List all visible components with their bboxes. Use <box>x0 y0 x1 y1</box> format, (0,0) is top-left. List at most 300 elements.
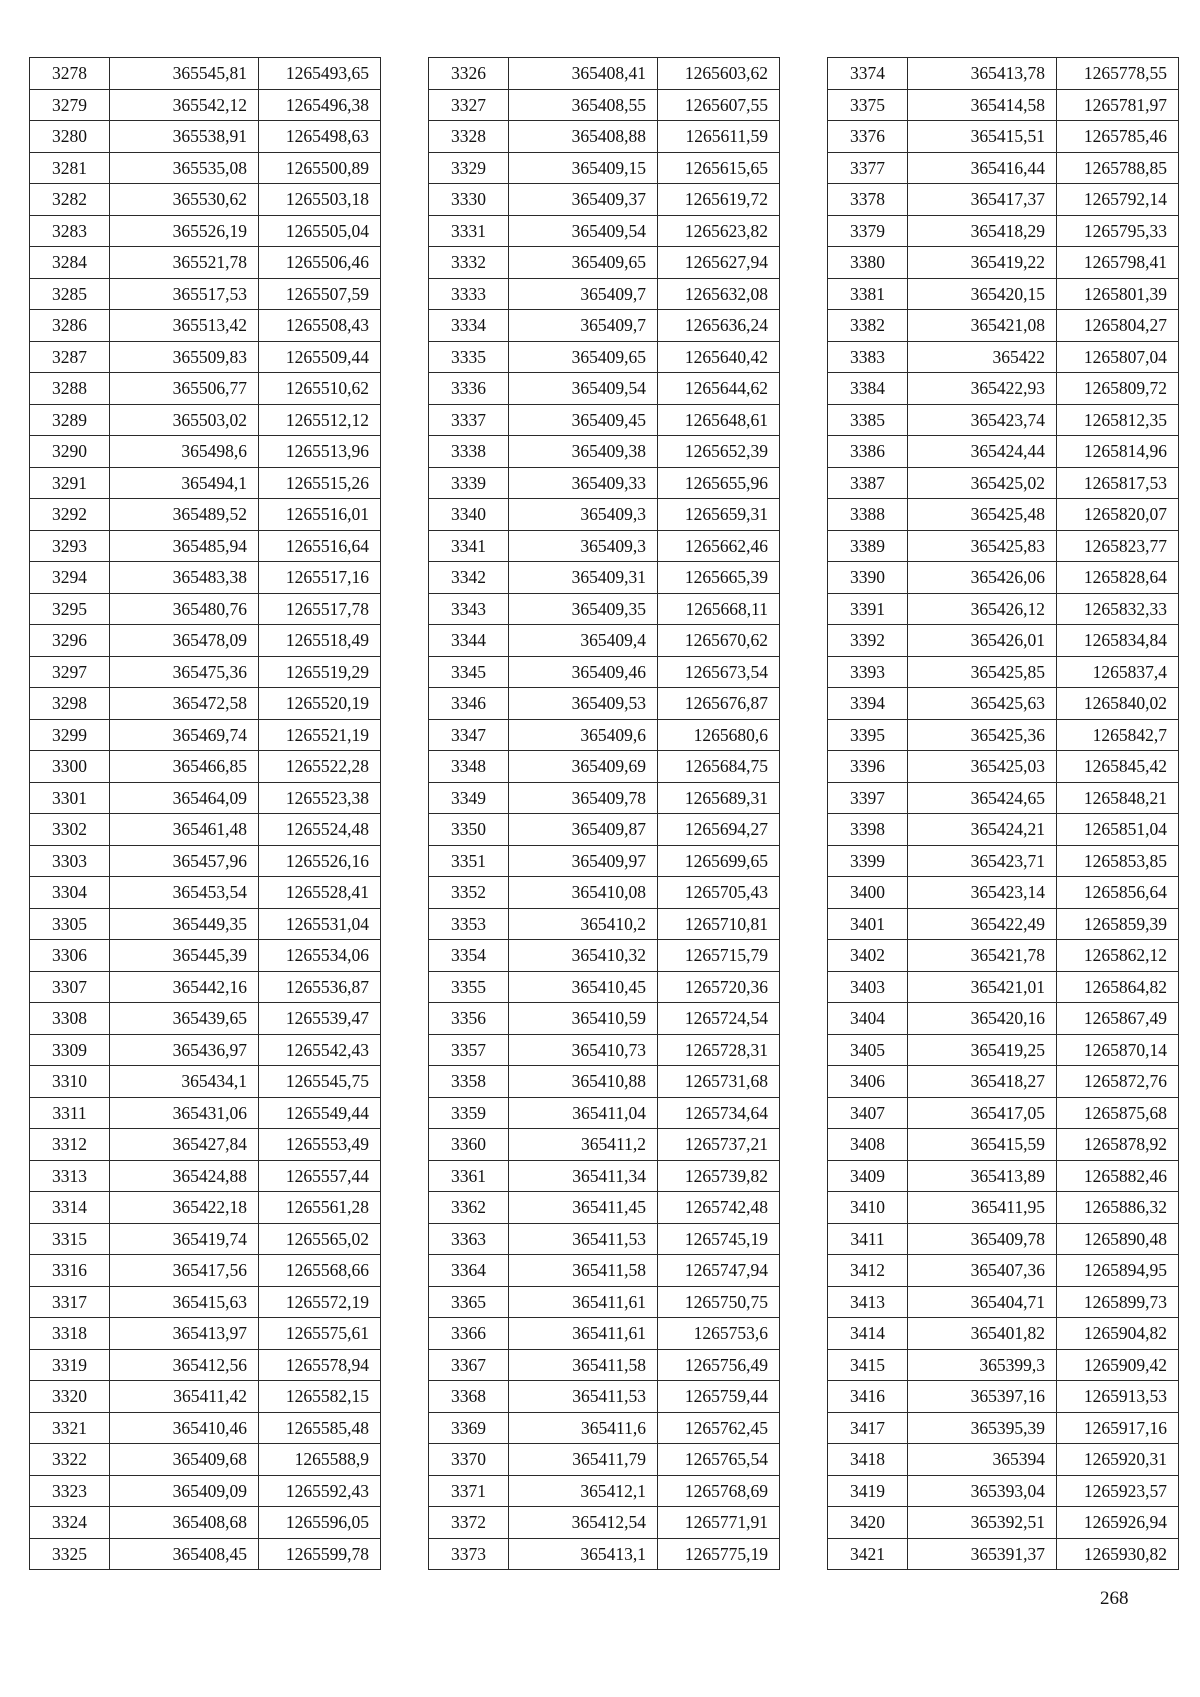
y-coordinate-cell: 1265500,89 <box>259 152 381 184</box>
table-row <box>30 247 381 279</box>
y-coordinate-cell: 1265505,04 <box>259 215 381 247</box>
table-row <box>30 373 381 405</box>
x-coordinate-cell: 365410,2 <box>509 908 658 940</box>
table-row <box>429 152 780 184</box>
y-coordinate-cell: 1265632,08 <box>658 278 780 310</box>
table-row <box>828 1097 1179 1129</box>
table-row <box>30 215 381 247</box>
point-number-cell: 3373 <box>429 1538 509 1570</box>
point-number-cell: 3323 <box>30 1475 110 1507</box>
y-coordinate-cell: 1265804,27 <box>1057 310 1179 342</box>
y-coordinate-cell: 1265842,7 <box>1057 719 1179 751</box>
y-coordinate-cell: 1265882,46 <box>1057 1160 1179 1192</box>
y-coordinate-cell: 1265731,68 <box>658 1066 780 1098</box>
point-number-cell: 3412 <box>828 1255 908 1287</box>
point-number-cell: 3390 <box>828 562 908 594</box>
point-number-cell: 3322 <box>30 1444 110 1476</box>
point-number-cell: 3359 <box>429 1097 509 1129</box>
y-coordinate-cell: 1265851,04 <box>1057 814 1179 846</box>
x-coordinate-cell: 365409,69 <box>509 751 658 783</box>
table-row <box>30 656 381 688</box>
x-coordinate-cell: 365421,78 <box>908 940 1057 972</box>
table-row <box>30 436 381 468</box>
table-row <box>429 971 780 1003</box>
y-coordinate-cell: 1265720,36 <box>658 971 780 1003</box>
point-number-cell: 3396 <box>828 751 908 783</box>
x-coordinate-cell: 365409,54 <box>509 215 658 247</box>
x-coordinate-cell: 365426,12 <box>908 593 1057 625</box>
table-row <box>30 562 381 594</box>
table-row <box>429 845 780 877</box>
table-row <box>429 1381 780 1413</box>
table-row <box>30 688 381 720</box>
table-row <box>30 1160 381 1192</box>
table-row <box>429 530 780 562</box>
table-row <box>429 562 780 594</box>
point-number-cell: 3402 <box>828 940 908 972</box>
point-number-cell: 3324 <box>30 1507 110 1539</box>
table-row <box>828 247 1179 279</box>
x-coordinate-cell: 365469,74 <box>110 719 259 751</box>
y-coordinate-cell: 1265572,19 <box>259 1286 381 1318</box>
table-row <box>429 1160 780 1192</box>
y-coordinate-cell: 1265699,65 <box>658 845 780 877</box>
y-coordinate-cell: 1265517,16 <box>259 562 381 594</box>
y-coordinate-cell: 1265909,42 <box>1057 1349 1179 1381</box>
table-row <box>429 1318 780 1350</box>
point-number-cell: 3299 <box>30 719 110 751</box>
x-coordinate-cell: 365425,36 <box>908 719 1057 751</box>
point-number-cell: 3288 <box>30 373 110 405</box>
x-coordinate-cell: 365412,56 <box>110 1349 259 1381</box>
point-number-cell: 3377 <box>828 152 908 184</box>
table-row <box>30 1444 381 1476</box>
coordinate-table-1-body <box>30 58 381 1570</box>
x-coordinate-cell: 365424,65 <box>908 782 1057 814</box>
x-coordinate-cell: 365425,85 <box>908 656 1057 688</box>
y-coordinate-cell: 1265742,48 <box>658 1192 780 1224</box>
table-row <box>828 152 1179 184</box>
x-coordinate-cell: 365410,59 <box>509 1003 658 1035</box>
x-coordinate-cell: 365409,33 <box>509 467 658 499</box>
x-coordinate-cell: 365411,04 <box>509 1097 658 1129</box>
table-row <box>30 184 381 216</box>
point-number-cell: 3281 <box>30 152 110 184</box>
table-row <box>429 940 780 972</box>
point-number-cell: 3358 <box>429 1066 509 1098</box>
point-number-cell: 3294 <box>30 562 110 594</box>
table-row <box>429 625 780 657</box>
point-number-cell: 3380 <box>828 247 908 279</box>
y-coordinate-cell: 1265509,44 <box>259 341 381 373</box>
y-coordinate-cell: 1265765,54 <box>658 1444 780 1476</box>
point-number-cell: 3293 <box>30 530 110 562</box>
point-number-cell: 3411 <box>828 1223 908 1255</box>
x-coordinate-cell: 365424,21 <box>908 814 1057 846</box>
table-row <box>828 1507 1179 1539</box>
y-coordinate-cell: 1265536,87 <box>259 971 381 1003</box>
point-number-cell: 3406 <box>828 1066 908 1098</box>
y-coordinate-cell: 1265759,44 <box>658 1381 780 1413</box>
table-row <box>30 404 381 436</box>
point-number-cell: 3295 <box>30 593 110 625</box>
x-coordinate-cell: 365411,61 <box>509 1318 658 1350</box>
point-number-cell: 3420 <box>828 1507 908 1539</box>
x-coordinate-cell: 365498,6 <box>110 436 259 468</box>
point-number-cell: 3303 <box>30 845 110 877</box>
x-coordinate-cell: 365530,62 <box>110 184 259 216</box>
y-coordinate-cell: 1265670,62 <box>658 625 780 657</box>
x-coordinate-cell: 365417,05 <box>908 1097 1057 1129</box>
x-coordinate-cell: 365417,56 <box>110 1255 259 1287</box>
point-number-cell: 3383 <box>828 341 908 373</box>
point-number-cell: 3317 <box>30 1286 110 1318</box>
x-coordinate-cell: 365410,73 <box>509 1034 658 1066</box>
x-coordinate-cell: 365526,19 <box>110 215 259 247</box>
table-row <box>30 89 381 121</box>
x-coordinate-cell: 365392,51 <box>908 1507 1057 1539</box>
x-coordinate-cell: 365412,54 <box>509 1507 658 1539</box>
x-coordinate-cell: 365395,39 <box>908 1412 1057 1444</box>
point-number-cell: 3310 <box>30 1066 110 1098</box>
point-number-cell: 3398 <box>828 814 908 846</box>
point-number-cell: 3278 <box>30 58 110 90</box>
table-row <box>429 1349 780 1381</box>
table-row <box>828 1538 1179 1570</box>
y-coordinate-cell: 1265828,64 <box>1057 562 1179 594</box>
point-number-cell: 3379 <box>828 215 908 247</box>
x-coordinate-cell: 365422,93 <box>908 373 1057 405</box>
point-number-cell: 3419 <box>828 1475 908 1507</box>
table-row <box>30 310 381 342</box>
point-number-cell: 3353 <box>429 908 509 940</box>
point-number-cell: 3341 <box>429 530 509 562</box>
y-coordinate-cell: 1265890,48 <box>1057 1223 1179 1255</box>
point-number-cell: 3287 <box>30 341 110 373</box>
y-coordinate-cell: 1265878,92 <box>1057 1129 1179 1161</box>
point-number-cell: 3389 <box>828 530 908 562</box>
point-number-cell: 3348 <box>429 751 509 783</box>
x-coordinate-cell: 365419,25 <box>908 1034 1057 1066</box>
y-coordinate-cell: 1265510,62 <box>259 373 381 405</box>
table-row <box>30 845 381 877</box>
table-row <box>30 121 381 153</box>
y-coordinate-cell: 1265515,26 <box>259 467 381 499</box>
point-number-cell: 3344 <box>429 625 509 657</box>
point-number-cell: 3325 <box>30 1538 110 1570</box>
page-number: 268 <box>1100 1588 1129 1609</box>
point-number-cell: 3416 <box>828 1381 908 1413</box>
table-row <box>429 751 780 783</box>
point-number-cell: 3370 <box>429 1444 509 1476</box>
table-row <box>429 373 780 405</box>
table-row <box>30 751 381 783</box>
y-coordinate-cell: 1265493,65 <box>259 58 381 90</box>
point-number-cell: 3330 <box>429 184 509 216</box>
x-coordinate-cell: 365409,7 <box>509 310 658 342</box>
x-coordinate-cell: 365420,16 <box>908 1003 1057 1035</box>
x-coordinate-cell: 365425,03 <box>908 751 1057 783</box>
table-row <box>30 1003 381 1035</box>
x-coordinate-cell: 365426,01 <box>908 625 1057 657</box>
table-row <box>429 1286 780 1318</box>
point-number-cell: 3384 <box>828 373 908 405</box>
table-row <box>30 1412 381 1444</box>
table-row <box>828 562 1179 594</box>
y-coordinate-cell: 1265506,46 <box>259 247 381 279</box>
x-coordinate-cell: 365413,1 <box>509 1538 658 1570</box>
coordinate-table-3 <box>827 57 1179 1570</box>
x-coordinate-cell: 365404,71 <box>908 1286 1057 1318</box>
table-row <box>429 184 780 216</box>
y-coordinate-cell: 1265522,28 <box>259 751 381 783</box>
x-coordinate-cell: 365517,53 <box>110 278 259 310</box>
x-coordinate-cell: 365419,74 <box>110 1223 259 1255</box>
x-coordinate-cell: 365411,45 <box>509 1192 658 1224</box>
table-row <box>30 1318 381 1350</box>
y-coordinate-cell: 1265561,28 <box>259 1192 381 1224</box>
y-coordinate-cell: 1265684,75 <box>658 751 780 783</box>
y-coordinate-cell: 1265665,39 <box>658 562 780 594</box>
table-row <box>30 1066 381 1098</box>
table-row <box>828 436 1179 468</box>
y-coordinate-cell: 1265768,69 <box>658 1475 780 1507</box>
y-coordinate-cell: 1265636,24 <box>658 310 780 342</box>
x-coordinate-cell: 365439,65 <box>110 1003 259 1035</box>
y-coordinate-cell: 1265886,32 <box>1057 1192 1179 1224</box>
table-row <box>429 1475 780 1507</box>
point-number-cell: 3350 <box>429 814 509 846</box>
y-coordinate-cell: 1265837,4 <box>1057 656 1179 688</box>
y-coordinate-cell: 1265596,05 <box>259 1507 381 1539</box>
x-coordinate-cell: 365413,89 <box>908 1160 1057 1192</box>
table-row <box>30 1349 381 1381</box>
table-row <box>429 436 780 468</box>
point-number-cell: 3286 <box>30 310 110 342</box>
point-number-cell: 3307 <box>30 971 110 1003</box>
table-row <box>30 1129 381 1161</box>
table-row <box>30 1475 381 1507</box>
x-coordinate-cell: 365409,53 <box>509 688 658 720</box>
y-coordinate-cell: 1265872,76 <box>1057 1066 1179 1098</box>
x-coordinate-cell: 365489,52 <box>110 499 259 531</box>
x-coordinate-cell: 365408,41 <box>509 58 658 90</box>
point-number-cell: 3321 <box>30 1412 110 1444</box>
table-row <box>30 593 381 625</box>
point-number-cell: 3388 <box>828 499 908 531</box>
y-coordinate-cell: 1265623,82 <box>658 215 780 247</box>
point-number-cell: 3405 <box>828 1034 908 1066</box>
x-coordinate-cell: 365411,6 <box>509 1412 658 1444</box>
x-coordinate-cell: 365408,88 <box>509 121 658 153</box>
point-number-cell: 3371 <box>429 1475 509 1507</box>
x-coordinate-cell: 365410,45 <box>509 971 658 1003</box>
table-row <box>828 814 1179 846</box>
y-coordinate-cell: 1265508,43 <box>259 310 381 342</box>
y-coordinate-cell: 1265724,54 <box>658 1003 780 1035</box>
x-coordinate-cell: 365485,94 <box>110 530 259 562</box>
point-number-cell: 3378 <box>828 184 908 216</box>
y-coordinate-cell: 1265578,94 <box>259 1349 381 1381</box>
coordinate-table-3-body <box>828 58 1179 1570</box>
point-number-cell: 3332 <box>429 247 509 279</box>
point-number-cell: 3285 <box>30 278 110 310</box>
y-coordinate-cell: 1265795,33 <box>1057 215 1179 247</box>
point-number-cell: 3342 <box>429 562 509 594</box>
point-number-cell: 3302 <box>30 814 110 846</box>
x-coordinate-cell: 365442,16 <box>110 971 259 1003</box>
table-row <box>429 121 780 153</box>
table-row <box>828 1066 1179 1098</box>
point-number-cell: 3401 <box>828 908 908 940</box>
x-coordinate-cell: 365424,44 <box>908 436 1057 468</box>
coordinate-table-2 <box>428 57 780 1570</box>
point-number-cell: 3418 <box>828 1444 908 1476</box>
point-number-cell: 3313 <box>30 1160 110 1192</box>
table-row <box>429 1097 780 1129</box>
table-row <box>429 1507 780 1539</box>
table-row <box>30 278 381 310</box>
y-coordinate-cell: 1265809,72 <box>1057 373 1179 405</box>
x-coordinate-cell: 365419,22 <box>908 247 1057 279</box>
x-coordinate-cell: 365513,42 <box>110 310 259 342</box>
x-coordinate-cell: 365409,3 <box>509 530 658 562</box>
x-coordinate-cell: 365478,09 <box>110 625 259 657</box>
table-row <box>429 1538 780 1570</box>
point-number-cell: 3374 <box>828 58 908 90</box>
table-row <box>828 971 1179 1003</box>
point-number-cell: 3356 <box>429 1003 509 1035</box>
point-number-cell: 3289 <box>30 404 110 436</box>
table-row <box>30 152 381 184</box>
x-coordinate-cell: 365409,68 <box>110 1444 259 1476</box>
table-row <box>828 530 1179 562</box>
point-number-cell: 3386 <box>828 436 908 468</box>
table-row <box>429 593 780 625</box>
y-coordinate-cell: 1265788,85 <box>1057 152 1179 184</box>
x-coordinate-cell: 365542,12 <box>110 89 259 121</box>
x-coordinate-cell: 365445,39 <box>110 940 259 972</box>
y-coordinate-cell: 1265734,64 <box>658 1097 780 1129</box>
table-row <box>30 625 381 657</box>
y-coordinate-cell: 1265603,62 <box>658 58 780 90</box>
x-coordinate-cell: 365434,1 <box>110 1066 259 1098</box>
y-coordinate-cell: 1265545,75 <box>259 1066 381 1098</box>
point-number-cell: 3347 <box>429 719 509 751</box>
y-coordinate-cell: 1265750,75 <box>658 1286 780 1318</box>
table-row <box>429 89 780 121</box>
y-coordinate-cell: 1265539,47 <box>259 1003 381 1035</box>
table-row <box>828 184 1179 216</box>
y-coordinate-cell: 1265518,49 <box>259 625 381 657</box>
x-coordinate-cell: 365410,08 <box>509 877 658 909</box>
y-coordinate-cell: 1265526,16 <box>259 845 381 877</box>
table-row <box>828 688 1179 720</box>
point-number-cell: 3343 <box>429 593 509 625</box>
x-coordinate-cell: 365408,45 <box>110 1538 259 1570</box>
y-coordinate-cell: 1265781,97 <box>1057 89 1179 121</box>
table-row <box>828 845 1179 877</box>
y-coordinate-cell: 1265668,11 <box>658 593 780 625</box>
point-number-cell: 3372 <box>429 1507 509 1539</box>
point-number-cell: 3334 <box>429 310 509 342</box>
table-row <box>30 814 381 846</box>
table-row <box>429 310 780 342</box>
y-coordinate-cell: 1265648,61 <box>658 404 780 436</box>
y-coordinate-cell: 1265607,55 <box>658 89 780 121</box>
point-number-cell: 3331 <box>429 215 509 247</box>
x-coordinate-cell: 365411,42 <box>110 1381 259 1413</box>
x-coordinate-cell: 365545,81 <box>110 58 259 90</box>
table-row <box>429 215 780 247</box>
point-number-cell: 3337 <box>429 404 509 436</box>
table-row <box>429 688 780 720</box>
point-number-cell: 3367 <box>429 1349 509 1381</box>
point-number-cell: 3312 <box>30 1129 110 1161</box>
point-number-cell: 3387 <box>828 467 908 499</box>
y-coordinate-cell: 1265644,62 <box>658 373 780 405</box>
x-coordinate-cell: 365409,09 <box>110 1475 259 1507</box>
y-coordinate-cell: 1265676,87 <box>658 688 780 720</box>
table-row <box>828 908 1179 940</box>
y-coordinate-cell: 1265840,02 <box>1057 688 1179 720</box>
x-coordinate-cell: 365397,16 <box>908 1381 1057 1413</box>
y-coordinate-cell: 1265812,35 <box>1057 404 1179 436</box>
table-row <box>429 1003 780 1035</box>
x-coordinate-cell: 365427,84 <box>110 1129 259 1161</box>
table-row <box>828 341 1179 373</box>
point-number-cell: 3335 <box>429 341 509 373</box>
y-coordinate-cell: 1265875,68 <box>1057 1097 1179 1129</box>
point-number-cell: 3328 <box>429 121 509 153</box>
y-coordinate-cell: 1265568,66 <box>259 1255 381 1287</box>
point-number-cell: 3376 <box>828 121 908 153</box>
table-row <box>30 782 381 814</box>
y-coordinate-cell: 1265534,06 <box>259 940 381 972</box>
y-coordinate-cell: 1265923,57 <box>1057 1475 1179 1507</box>
point-number-cell: 3392 <box>828 625 908 657</box>
point-number-cell: 3297 <box>30 656 110 688</box>
point-number-cell: 3362 <box>429 1192 509 1224</box>
point-number-cell: 3381 <box>828 278 908 310</box>
point-number-cell: 3279 <box>30 89 110 121</box>
table-row <box>429 1192 780 1224</box>
x-coordinate-cell: 365416,44 <box>908 152 1057 184</box>
y-coordinate-cell: 1265588,9 <box>259 1444 381 1476</box>
point-number-cell: 3345 <box>429 656 509 688</box>
y-coordinate-cell: 1265862,12 <box>1057 940 1179 972</box>
y-coordinate-cell: 1265926,94 <box>1057 1507 1179 1539</box>
x-coordinate-cell: 365417,37 <box>908 184 1057 216</box>
x-coordinate-cell: 365411,34 <box>509 1160 658 1192</box>
table-row <box>30 58 381 90</box>
y-coordinate-cell: 1265611,59 <box>658 121 780 153</box>
x-coordinate-cell: 365411,95 <box>908 1192 1057 1224</box>
point-number-cell: 3292 <box>30 499 110 531</box>
x-coordinate-cell: 365521,78 <box>110 247 259 279</box>
point-number-cell: 3300 <box>30 751 110 783</box>
point-number-cell: 3363 <box>429 1223 509 1255</box>
point-number-cell: 3290 <box>30 436 110 468</box>
point-number-cell: 3333 <box>429 278 509 310</box>
y-coordinate-cell: 1265904,82 <box>1057 1318 1179 1350</box>
point-number-cell: 3407 <box>828 1097 908 1129</box>
point-number-cell: 3403 <box>828 971 908 1003</box>
x-coordinate-cell: 365410,46 <box>110 1412 259 1444</box>
y-coordinate-cell: 1265756,49 <box>658 1349 780 1381</box>
x-coordinate-cell: 365411,79 <box>509 1444 658 1476</box>
point-number-cell: 3311 <box>30 1097 110 1129</box>
